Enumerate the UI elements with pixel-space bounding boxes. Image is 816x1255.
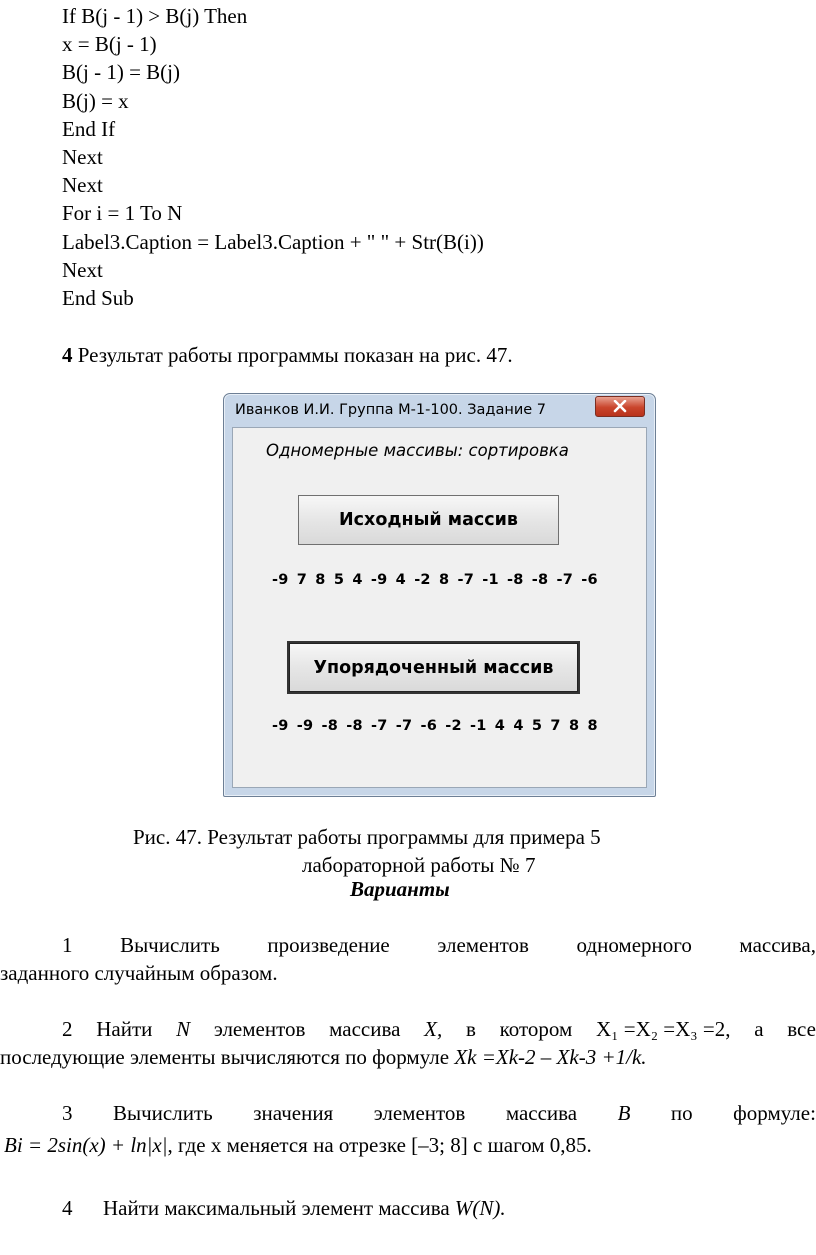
close-icon [613,400,627,413]
code-line: If B(j - 1) > B(j) Then [62,4,248,28]
word: массива [505,1101,578,1125]
code-line: Next [62,173,103,198]
recurrence-formula: Xk =Xk-2 – Xk-3 +1/k. [454,1045,647,1069]
window-client-area [232,427,647,788]
word: Вычислить [120,933,220,957]
word: в [465,1017,476,1041]
word: элементов [437,933,529,957]
word: произведение [267,933,390,957]
variant-3-line1 [62,1101,816,1126]
source-array-button[interactable]: Исходный массив [298,495,559,545]
variant-number: 4 [62,1196,73,1220]
sorted-array-button[interactable]: Упорядоченный массив [287,641,580,694]
app-window [223,393,656,797]
source-array-label: -9 7 8 5 4 -9 4 -2 8 -7 -1 -8 -8 -7 -6 [272,572,598,588]
w-n-formula: W(N). [454,1196,506,1220]
step-number: 4 [62,343,73,367]
word: одномерного [576,933,692,957]
sorted-array-label: -9 -9 -8 -8 -7 -7 -6 -2 -1 4 4 5 7 8 8 [272,718,598,734]
code-line: B(j) = x [62,88,129,113]
variant-3-line2 [4,1133,592,1158]
code-line: Label3.Caption = Label3.Caption + " " + Str(B(i)) [62,229,484,254]
word: по [670,1101,693,1125]
step-text: Результат работы программы показан на рис. 47. [77,343,513,367]
word: элементов [213,1017,306,1041]
variant-number: 3 [62,1101,73,1125]
variant-1-line2: заданного случайным образом. [0,961,278,985]
step-paragraph [62,341,513,369]
word: Вычислить [112,1101,213,1125]
variable: N [176,1017,191,1041]
window-title: Иванков И.И. Группа М-1-100. Задание 7 [235,402,546,418]
code-line: For i = 1 To N [62,201,183,226]
variant-2-line1 [62,1017,816,1042]
word: а [754,1017,764,1041]
text: Найти максимальный элемент массива [103,1196,450,1220]
variable: X, [424,1017,443,1041]
text: , где x меняется на отрезке [–3; 8] с шагом 0,85. [167,1133,592,1157]
condition-formula: X₁ =X₂ =X₃ =2, [595,1017,731,1041]
code-line: Next [62,257,103,282]
code-line: End If [62,116,116,141]
word: элементов [373,1101,466,1125]
word: значения [253,1101,334,1125]
variable: B [617,1101,631,1125]
code-listing [62,2,484,312]
form-subtitle: Одномерные массивы: сортировка [266,441,569,460]
figure-caption-line2: лабораторной работы № 7 [302,853,536,877]
code-line: B(j - 1) = B(j) [62,60,180,85]
variant-2-line2 [0,1045,647,1070]
variant-4-line [62,1196,506,1221]
word: Найти [96,1017,153,1041]
close-button[interactable] [595,396,645,417]
word: формуле: [733,1101,816,1125]
variant-number: 2 [62,1017,73,1041]
sin-ln-formula: Bi = 2sin(x) + ln|x| [4,1133,168,1157]
code-line: x = B(j - 1) [62,32,157,57]
figure-caption-line1: Рис. 47. Результат работы программы для примера 5 [133,825,601,849]
code-line: Next [62,145,103,170]
variants-heading: Варианты [350,877,450,901]
text: последующие элементы вычисляются по формуле [0,1045,450,1069]
variant-number: 1 [62,933,73,957]
variant-1-line1 [62,933,816,958]
word: массива [329,1017,401,1041]
word: все [787,1017,816,1041]
code-line: End Sub [62,286,134,311]
word: котором [499,1017,573,1041]
word: массива, [739,933,816,957]
